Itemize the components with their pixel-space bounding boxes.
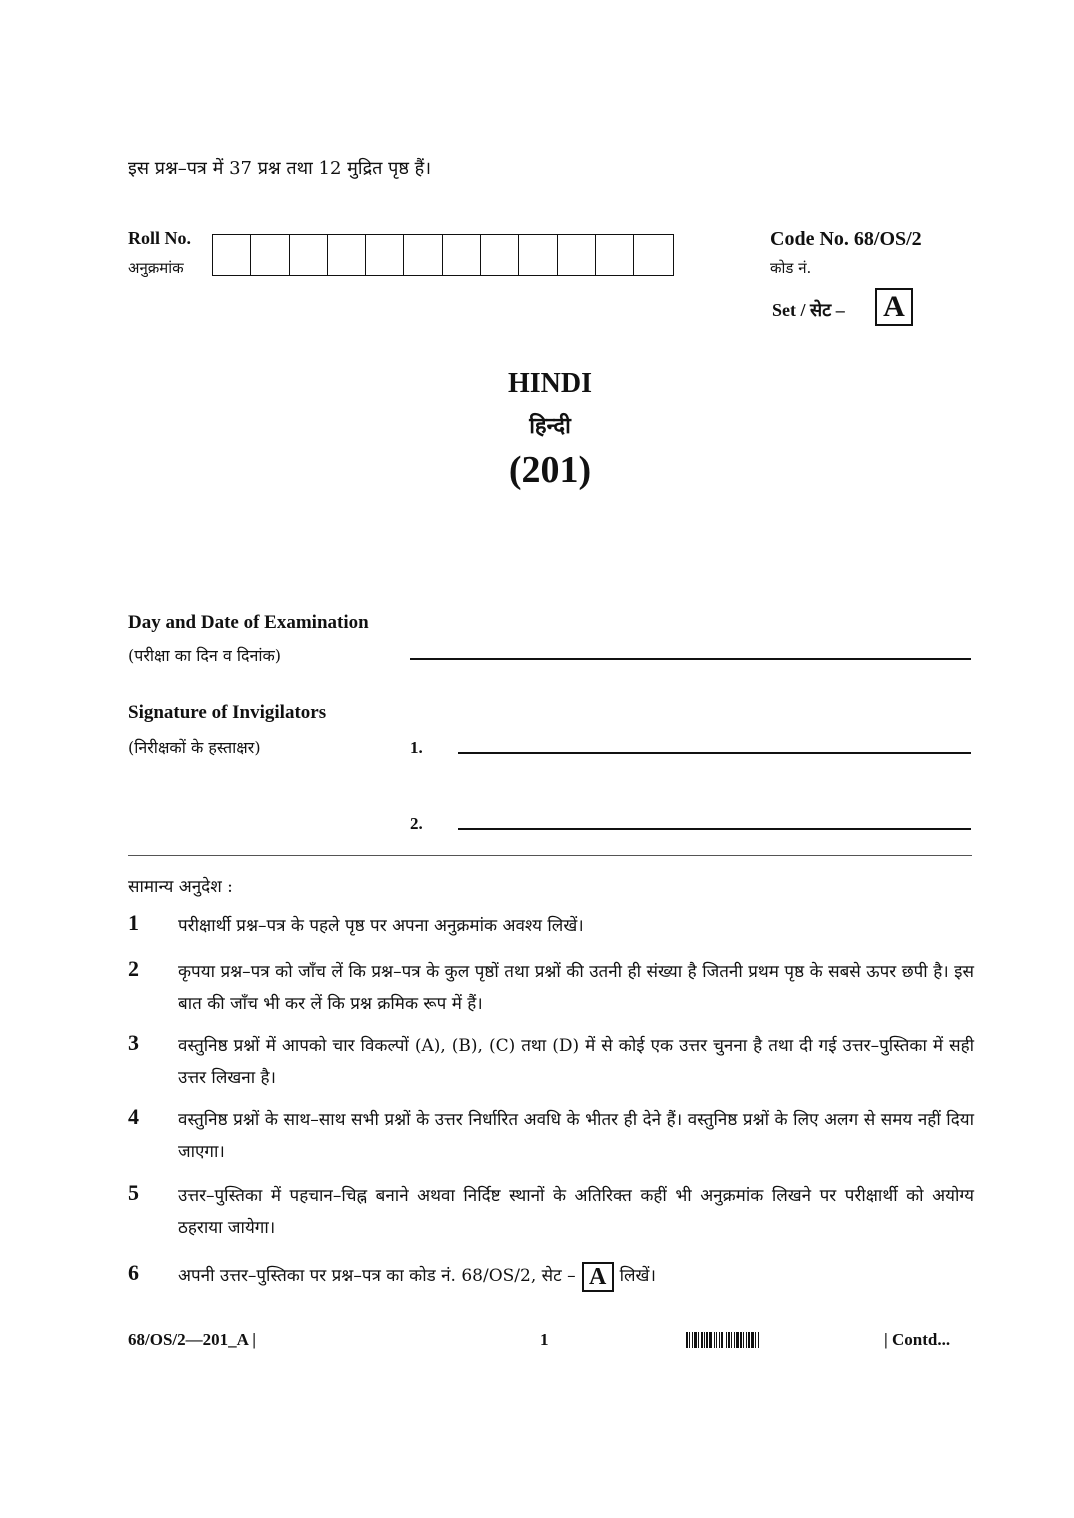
roll-label: Roll No.	[128, 228, 191, 248]
instruction-item	[128, 1104, 974, 1168]
exam-date-line[interactable]	[410, 658, 971, 660]
invigilator-label-hindi: (निरीक्षकों के हस्ताक्षर)	[128, 738, 261, 757]
instruction-item	[128, 1180, 974, 1244]
roll-number-box[interactable]	[481, 235, 519, 275]
roll-number-box[interactable]	[519, 235, 557, 275]
instruction-6-after: लिखें।	[619, 1266, 656, 1286]
subject-code: (201)	[508, 449, 592, 491]
roll-number-box[interactable]	[328, 235, 366, 275]
instruction-text: वस्तुनिष्ठ प्रश्नों के साथ–साथ सभी प्रश्नों के उत्तर निर्धारित अवधि के भीतर ही देने हैं। वस्तुनिष्ठ प्रश्नों के लिए अलग से समय नहीं दिया जाएगा।	[178, 1110, 974, 1162]
instruction-number: 3	[128, 1030, 139, 1055]
barcode-bar	[759, 1332, 761, 1348]
set-label: Set / सेट –	[772, 300, 845, 320]
instruction-number: 2	[128, 956, 139, 981]
instruction-item	[128, 1030, 974, 1094]
instruction-text	[178, 1260, 656, 1292]
header-note: इस प्रश्न–पत्र में 37 प्रश्न तथा 12 मुद्रित पृष्ठ हैं।	[128, 158, 432, 179]
roll-number-box[interactable]	[213, 235, 251, 275]
invigilator-label: Signature of Invigilators	[128, 702, 327, 723]
instruction-number: 4	[128, 1104, 139, 1129]
instruction-number: 6	[128, 1260, 139, 1285]
code-label: Code No. 68/OS/2	[770, 228, 922, 250]
instruction-6-before: अपनी उत्तर–पुस्तिका पर प्रश्न–पत्र का कोड नं. 68/OS/2, सेट –	[178, 1266, 576, 1286]
roll-number-box[interactable]	[634, 235, 672, 275]
instruction-text: उत्तर–पुस्तिका में पहचान–चिह्न बनाने अथवा निर्दिष्ट स्थानों के अतिरिक्त कहीं भी अनुक्रमांक लिखने पर परीक्षार्थी को अयोग्य ठहराया जायेगा।	[178, 1186, 974, 1238]
subject-title-hindi: हिन्दी	[529, 413, 571, 438]
exam-date-label: Day and Date of Examination	[128, 612, 369, 633]
instruction-number: 5	[128, 1180, 139, 1205]
set-box-inline: A	[582, 1262, 614, 1292]
invigilator-1-number: 1.	[410, 738, 423, 757]
instruction-text: परीक्षार्थी प्रश्न–पत्र के पहले पृष्ठ पर अपना अनुक्रमांक अवश्य लिखें।	[178, 916, 584, 936]
roll-number-box[interactable]	[404, 235, 442, 275]
instruction-text: कृपया प्रश्न–पत्र को जाँच लें कि प्रश्न–पत्र के कुल पृष्ठों तथा प्रश्नों की उतनी ही संख्या है जितनी प्रथम पृष्ठ के सबसे ऊपर छपी है। इस बात की जाँच भी कर लें कि प्रश्न क्रमिक रूप में हैं।	[178, 962, 974, 1014]
instruction-item	[128, 956, 974, 1020]
barcode	[686, 1332, 862, 1348]
divider	[128, 855, 972, 856]
roll-number-box[interactable]	[558, 235, 596, 275]
instruction-text: वस्तुनिष्ठ प्रश्नों में आपको चार विकल्पों (A), (B), (C) तथा (D) में से कोई एक उत्तर चुनना है तथा दी गई उत्तर–पुस्तिका में सही उत्तर लिखना है।	[178, 1036, 974, 1088]
roll-number-box[interactable]	[366, 235, 404, 275]
page-number: 1	[540, 1330, 549, 1349]
invigilator-2-number: 2.	[410, 814, 423, 833]
footer-code: 68/OS/2—201_A |	[128, 1330, 256, 1349]
subject-title: HINDI	[507, 368, 592, 399]
exam-date-label-hindi: (परीक्षा का दिन व दिनांक)	[128, 646, 282, 665]
footer-contd: | Contd...	[884, 1330, 951, 1349]
instruction-number: 1	[128, 910, 139, 935]
roll-number-box[interactable]	[596, 235, 634, 275]
instruction-item	[128, 1260, 974, 1292]
instruction-item	[128, 910, 974, 942]
roll-number-box[interactable]	[251, 235, 289, 275]
roll-number-grid[interactable]	[212, 234, 674, 276]
roll-number-box[interactable]	[443, 235, 481, 275]
code-label-hindi: कोड नं.	[770, 259, 812, 277]
invigilator-2-line[interactable]	[458, 828, 971, 830]
roll-label-hindi: अनुक्रमांक	[128, 259, 184, 277]
instructions-title: सामान्य अनुदेश :	[128, 877, 233, 897]
set-box: A	[875, 288, 913, 326]
invigilator-1-line[interactable]	[458, 752, 971, 754]
roll-number-box[interactable]	[290, 235, 328, 275]
